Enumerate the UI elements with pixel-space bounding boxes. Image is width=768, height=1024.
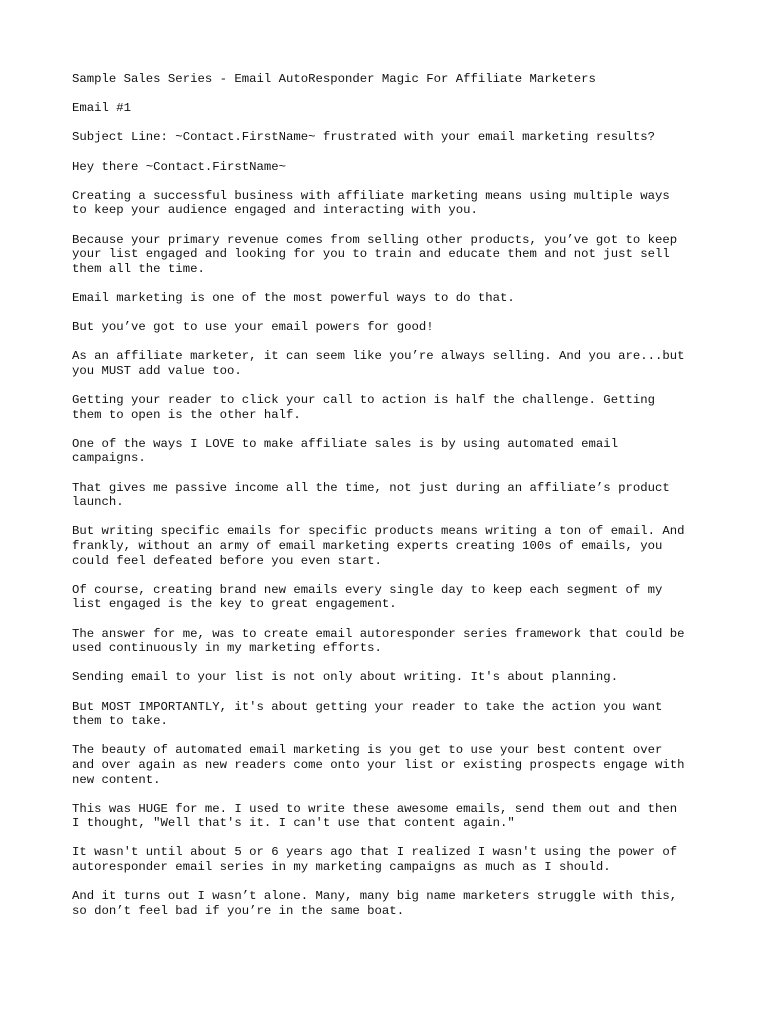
body-paragraph: Of course, creating brand new emails every single day to keep each segment of my list engaged is the key to great engagement. — [72, 582, 663, 612]
body-paragraph: As an affiliate marketer, it can seem like you’re always selling. And you are...but you MUST add value too. — [72, 349, 685, 378]
body-paragraph: It wasn't until about 5 or 6 years ago that I realized I wasn't using the power of autoresponder email series in my marketing campaigns as much as I should. — [72, 845, 678, 875]
body-paragraph: Sending email to your list is not only about writing. It's about planning. — [72, 670, 619, 685]
body-paragraph: That gives me passive income all the time, not just during an affiliate’s product launch. — [72, 480, 670, 510]
greeting: Hey there ~Contact.FirstName~ — [72, 159, 287, 174]
body-paragraph: Because your primary revenue comes from selling other products, you’ve got to keep your list engaged and looking for you to train and educate them and not just sell them all the time. — [72, 232, 678, 276]
document-body — [72, 72, 712, 933]
body-paragraph: This was HUGE for me. I used to write these awesome emails, send them out and then I thought, "Well that's it. I can't use that content again." — [72, 801, 678, 831]
email-label: Email #1 — [72, 101, 132, 116]
body-paragraph: One of the ways I LOVE to make affiliate sales is by using automated email campaigns. — [72, 436, 619, 466]
body-paragraph: Creating a successful business with affiliate marketing means using multiple ways to keep your audience engaged and interacting with you. — [72, 188, 670, 218]
body-paragraph: But MOST IMPORTANTLY, it's about getting your reader to take the action you want them to take. — [72, 699, 663, 729]
body-paragraph: The answer for me, was to create email autoresponder series framework that could be used continuously in my marketing efforts. — [72, 626, 685, 656]
body-paragraph: Getting your reader to click your call to action is half the challenge. Getting them to open is the other half. — [72, 393, 655, 422]
body-paragraph: Email marketing is one of the most powerful ways to do that. — [72, 290, 515, 305]
document-title: Sample Sales Series - Email AutoResponder Magic For Affiliate Marketers — [72, 72, 596, 86]
subject-line: Subject Line: ~Contact.FirstName~ frustrated with your email marketing results? — [72, 130, 655, 145]
body-paragraph: And it turns out I wasn’t alone. Many, many big name marketers struggle with this, so don’t feel bad if you’re in the same boat. — [72, 889, 678, 918]
body-paragraph: But you’ve got to use your email powers for good! — [72, 320, 434, 335]
body-paragraph: The beauty of automated email marketing is you get to use your best content over and over again as new readers come onto your list or existing prospects engage with new content. — [72, 743, 685, 787]
body-paragraph: But writing specific emails for specific products means writing a ton of email. And frankly, without an army of email marketing experts creating 100s of emails, you could feel defeated before you even start. — [72, 524, 685, 568]
